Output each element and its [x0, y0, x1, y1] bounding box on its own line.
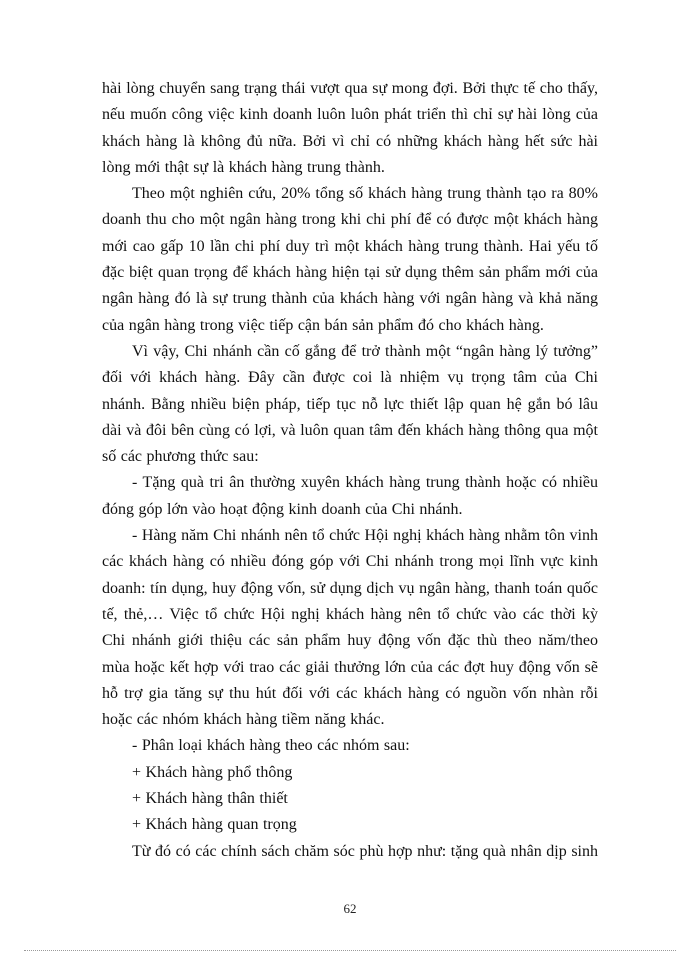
body-text — [102, 76, 598, 865]
list-item-pho-thong: + Khách hàng phổ thông — [132, 763, 293, 781]
paragraph-6: - Phân loại khách hàng theo các nhóm sau: — [132, 737, 410, 755]
paragraph-last: Từ đó có các chính sách chăm sóc phù hợp như: tặng quà nhân dịp sinh — [132, 842, 598, 860]
paragraph-5: - Hàng năm Chi nhánh nên tổ chức Hội nghị khách hàng nhằm tôn vinh các khách hàng có nhiều đóng góp với Chi nhánh trong mọi lĩnh vực kinh doanh: tín dụng, huy động vốn, sử dụng dịch vụ ngân hàng, thanh toán quốc tế, thẻ,… Việc tổ chức Hội nghị khách hàng nên tổ chức vào các thời kỳ Chi nhánh giới thiệu các sản phẩm huy động vốn đặc thù theo năm/theo mùa hoặc kết hợp với trao các giải thưởng lớn của các đợt huy động vốn sẽ hỗ trợ gia tăng sự thu hút đối với các khách hàng có nguồn vốn nhàn rỗi hoặc các nhóm khách hàng tiềm năng khác. — [102, 527, 598, 729]
list-item-than-thiet: + Khách hàng thân thiết — [132, 790, 288, 808]
paragraph-2: Theo một nghiên cứu, 20% tổng số khách hàng trung thành tạo ra 80% doanh thu cho một ngân hàng trong khi chi phí để có được một khách hàng mới cao gấp 10 lần chi phí duy trì một khách hàng trung thành. Hai yếu tố đặc biệt quan trọng để khách hàng hiện tại sử dụng thêm sản phẩm mới của ngân hàng đó là sự trung thành của khách hàng với ngân hàng và khả năng của ngân hàng trong việc tiếp cận bán sản phẩm đó cho khách hàng. — [102, 185, 598, 334]
paragraph-1: hài lòng chuyển sang trạng thái vượt qua sự mong đợi. Bởi thực tế cho thấy, nếu muốn công việc kinh doanh luôn luôn phát triển thì chỉ sự hài lòng của khách hàng là không đủ nữa. Bởi vì chỉ có những khách hàng hết sức hài lòng mới thật sự là khách hàng trung thành. — [102, 80, 598, 176]
paragraph-4: - Tặng quà tri ân thường xuyên khách hàng trung thành hoặc có nhiều đóng góp lớn vào hoạt động kinh doanh của Chi nhánh. — [102, 474, 598, 518]
paragraph-3: Vì vậy, Chi nhánh cần cố gắng để trở thành một “ngân hàng lý tưởng” đối với khách hàng. Đây cần được coi là nhiệm vụ trọng tâm của Chi nhánh. Bằng nhiều biện pháp, tiếp tục nỗ lực thiết lập quan hệ gắn bó lâu dài và đôi bên cùng có lợi, và luôn quan tâm đến khách hàng thông qua một số các phương thức sau: — [102, 342, 598, 466]
list-item-quan-trong: + Khách hàng quan trọng — [132, 816, 297, 834]
page-bottom-divider — [24, 950, 676, 951]
page-number: 62 — [343, 901, 357, 916]
